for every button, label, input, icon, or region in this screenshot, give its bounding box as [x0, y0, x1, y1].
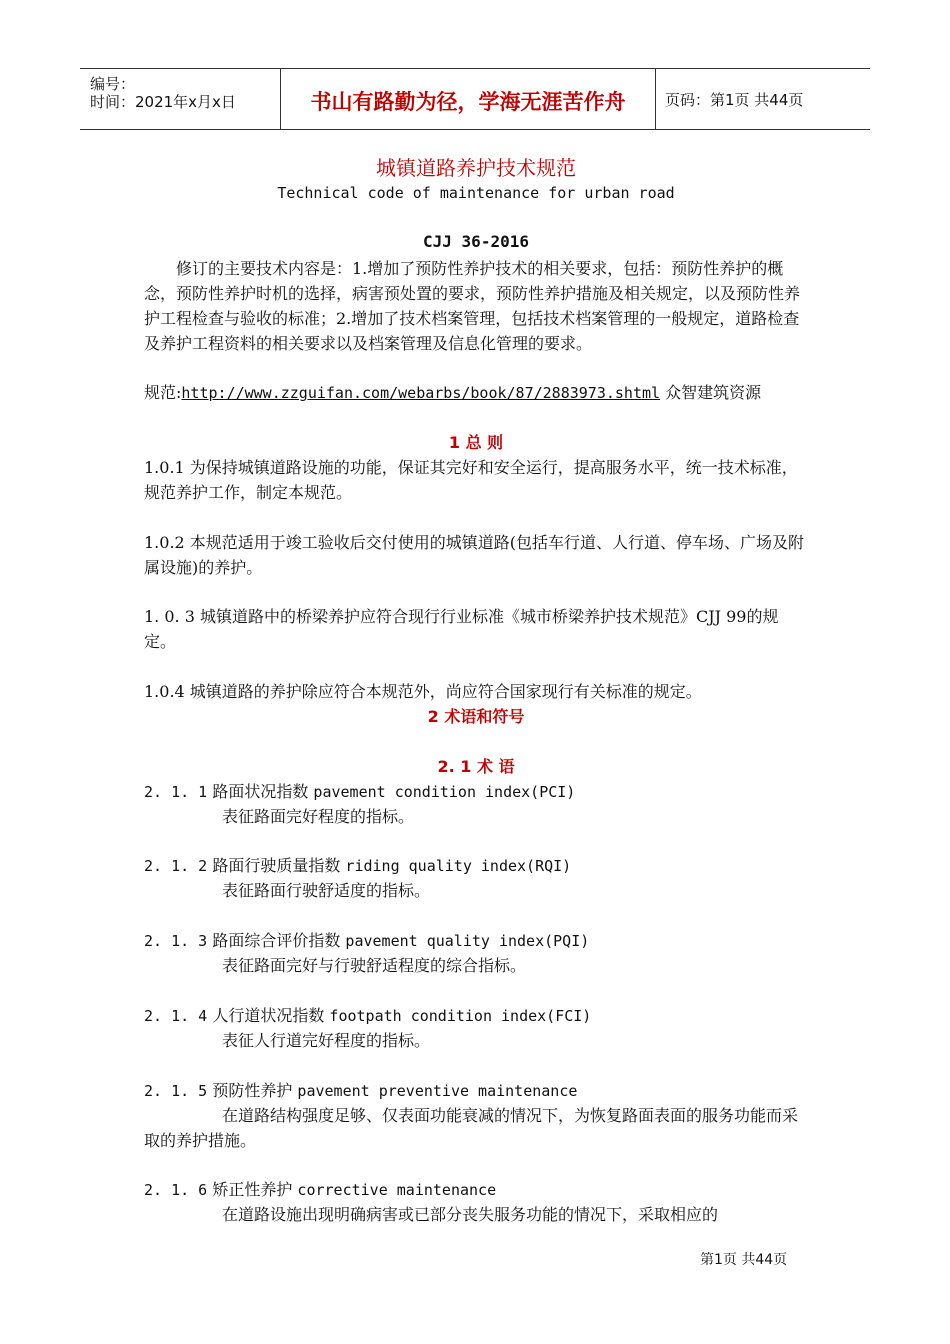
- term-definition: 表征路面完好程度的指标。: [222, 807, 415, 826]
- term-heading: [144, 853, 808, 879]
- term-heading: [144, 1078, 808, 1104]
- term-heading: [144, 779, 808, 805]
- header-page-cell: [655, 69, 870, 129]
- term-heading: [144, 928, 808, 954]
- doc-code: CJJ 36-2016: [423, 232, 529, 251]
- term-definition: 表征路面完好与行驶舒适程度的综合指标。: [222, 956, 527, 975]
- term-definition: 表征人行道完好程度的指标。: [222, 1031, 431, 1050]
- term-definition: 在道路结构强度足够、仅表面功能衰减的情况下，为恢复路面表面的服务功能而采取的养护措施。: [144, 1106, 799, 1150]
- section-2-heading: 2 术语和符号: [427, 707, 525, 726]
- header-meta-cell: [80, 69, 280, 129]
- term-cn: 路面综合评价指数: [212, 931, 341, 950]
- term-en: pavement quality index(PQI): [345, 932, 590, 950]
- term-number: 2. 1. 3: [144, 932, 208, 950]
- term-en: pavement condition index(PCI): [313, 783, 576, 801]
- header-motto-cell: [280, 69, 656, 129]
- doc-subtitle: Technical code of maintenance for urban road: [277, 184, 675, 202]
- term-number: 2. 1. 2: [144, 857, 208, 875]
- link-prefix: 规范:: [144, 383, 182, 402]
- term-en: pavement preventive maintenance: [297, 1082, 578, 1100]
- term-number: 2. 1. 6: [144, 1181, 208, 1199]
- term-number: 2. 1. 5: [144, 1082, 208, 1100]
- number-label: 编号：: [90, 75, 136, 93]
- page-footer: 第1页 共44页: [700, 1252, 788, 1268]
- intro-paragraph: 修订的主要技术内容是：1.增加了预防性养护技术的相关要求，包括：预防性养护的概念，预防性养护时机的选择，病害预处置的要求，预防性养护措施及相关规定，以及预防性养护工程检查与验收的标准；2.增加了技术档案管理，包括技术档案管理的一般规定，道路检查及养护工程资料的相关要求以及档案管理及信息化管理的要求。: [144, 259, 801, 353]
- term-number: 2. 1. 1: [144, 783, 208, 801]
- clause-1-0-1: 1.0.1 为保持城镇道路设施的功能，保证其完好和安全运行，提高服务水平，统一技术标准，规范养护工作，制定本规范。: [144, 458, 798, 502]
- section-1-heading: 1 总 则: [448, 433, 504, 452]
- section-2-1-heading: 2. 1 术 语: [437, 757, 515, 776]
- term-cn: 矫正性养护: [212, 1180, 293, 1199]
- term-cn: 人行道状况指数: [212, 1006, 325, 1025]
- term-definition: 表征路面行驶舒适度的指标。: [222, 881, 431, 900]
- term-number: 2. 1. 4: [144, 1007, 208, 1025]
- spec-link[interactable]: http://www.zzguifan.com/webarbs/book/87/2883973.shtml: [181, 384, 661, 402]
- link-line: [144, 380, 808, 406]
- clause-1-0-4: 1.0.4 城镇道路的养护除应符合本规范外，尚应符合国家现行有关标准的规定。: [144, 682, 702, 701]
- term-heading: [144, 1003, 808, 1029]
- doc-title: 城镇道路养护技术规范: [376, 156, 576, 180]
- term-en: corrective maintenance: [297, 1181, 497, 1199]
- page-info: 页码：第1页 共44页: [665, 91, 804, 109]
- term-en: footpath condition index(FCI): [329, 1007, 592, 1025]
- clause-1-0-2: 1.0.2 本规范适用于竣工验收后交付使用的城镇道路(包括车行道、人行道、停车场、广场及附属设施)的养护。: [144, 533, 805, 577]
- term-cn: 预防性养护: [212, 1081, 293, 1100]
- header-table: [80, 68, 870, 130]
- term-heading: [144, 1177, 808, 1203]
- term-en: riding quality index(RQI): [345, 857, 572, 875]
- time-label: 时间：2021年x月x日: [90, 93, 236, 111]
- clause-1-0-3: 1. 0. 3 城镇道路中的桥梁养护应符合现行行业标准《城市桥梁养护技术规范》CJJ 99的规定。: [144, 607, 779, 651]
- term-cn: 路面行驶质量指数: [212, 856, 341, 875]
- term-definition: 在道路设施出现明确病害或已部分丧失服务功能的情况下，采取相应的: [222, 1205, 719, 1224]
- term-cn: 路面状况指数: [212, 782, 309, 801]
- link-suffix: 众智建筑资源: [660, 383, 762, 402]
- motto: 书山有路勤为径，学海无涯苦作舟: [310, 90, 626, 114]
